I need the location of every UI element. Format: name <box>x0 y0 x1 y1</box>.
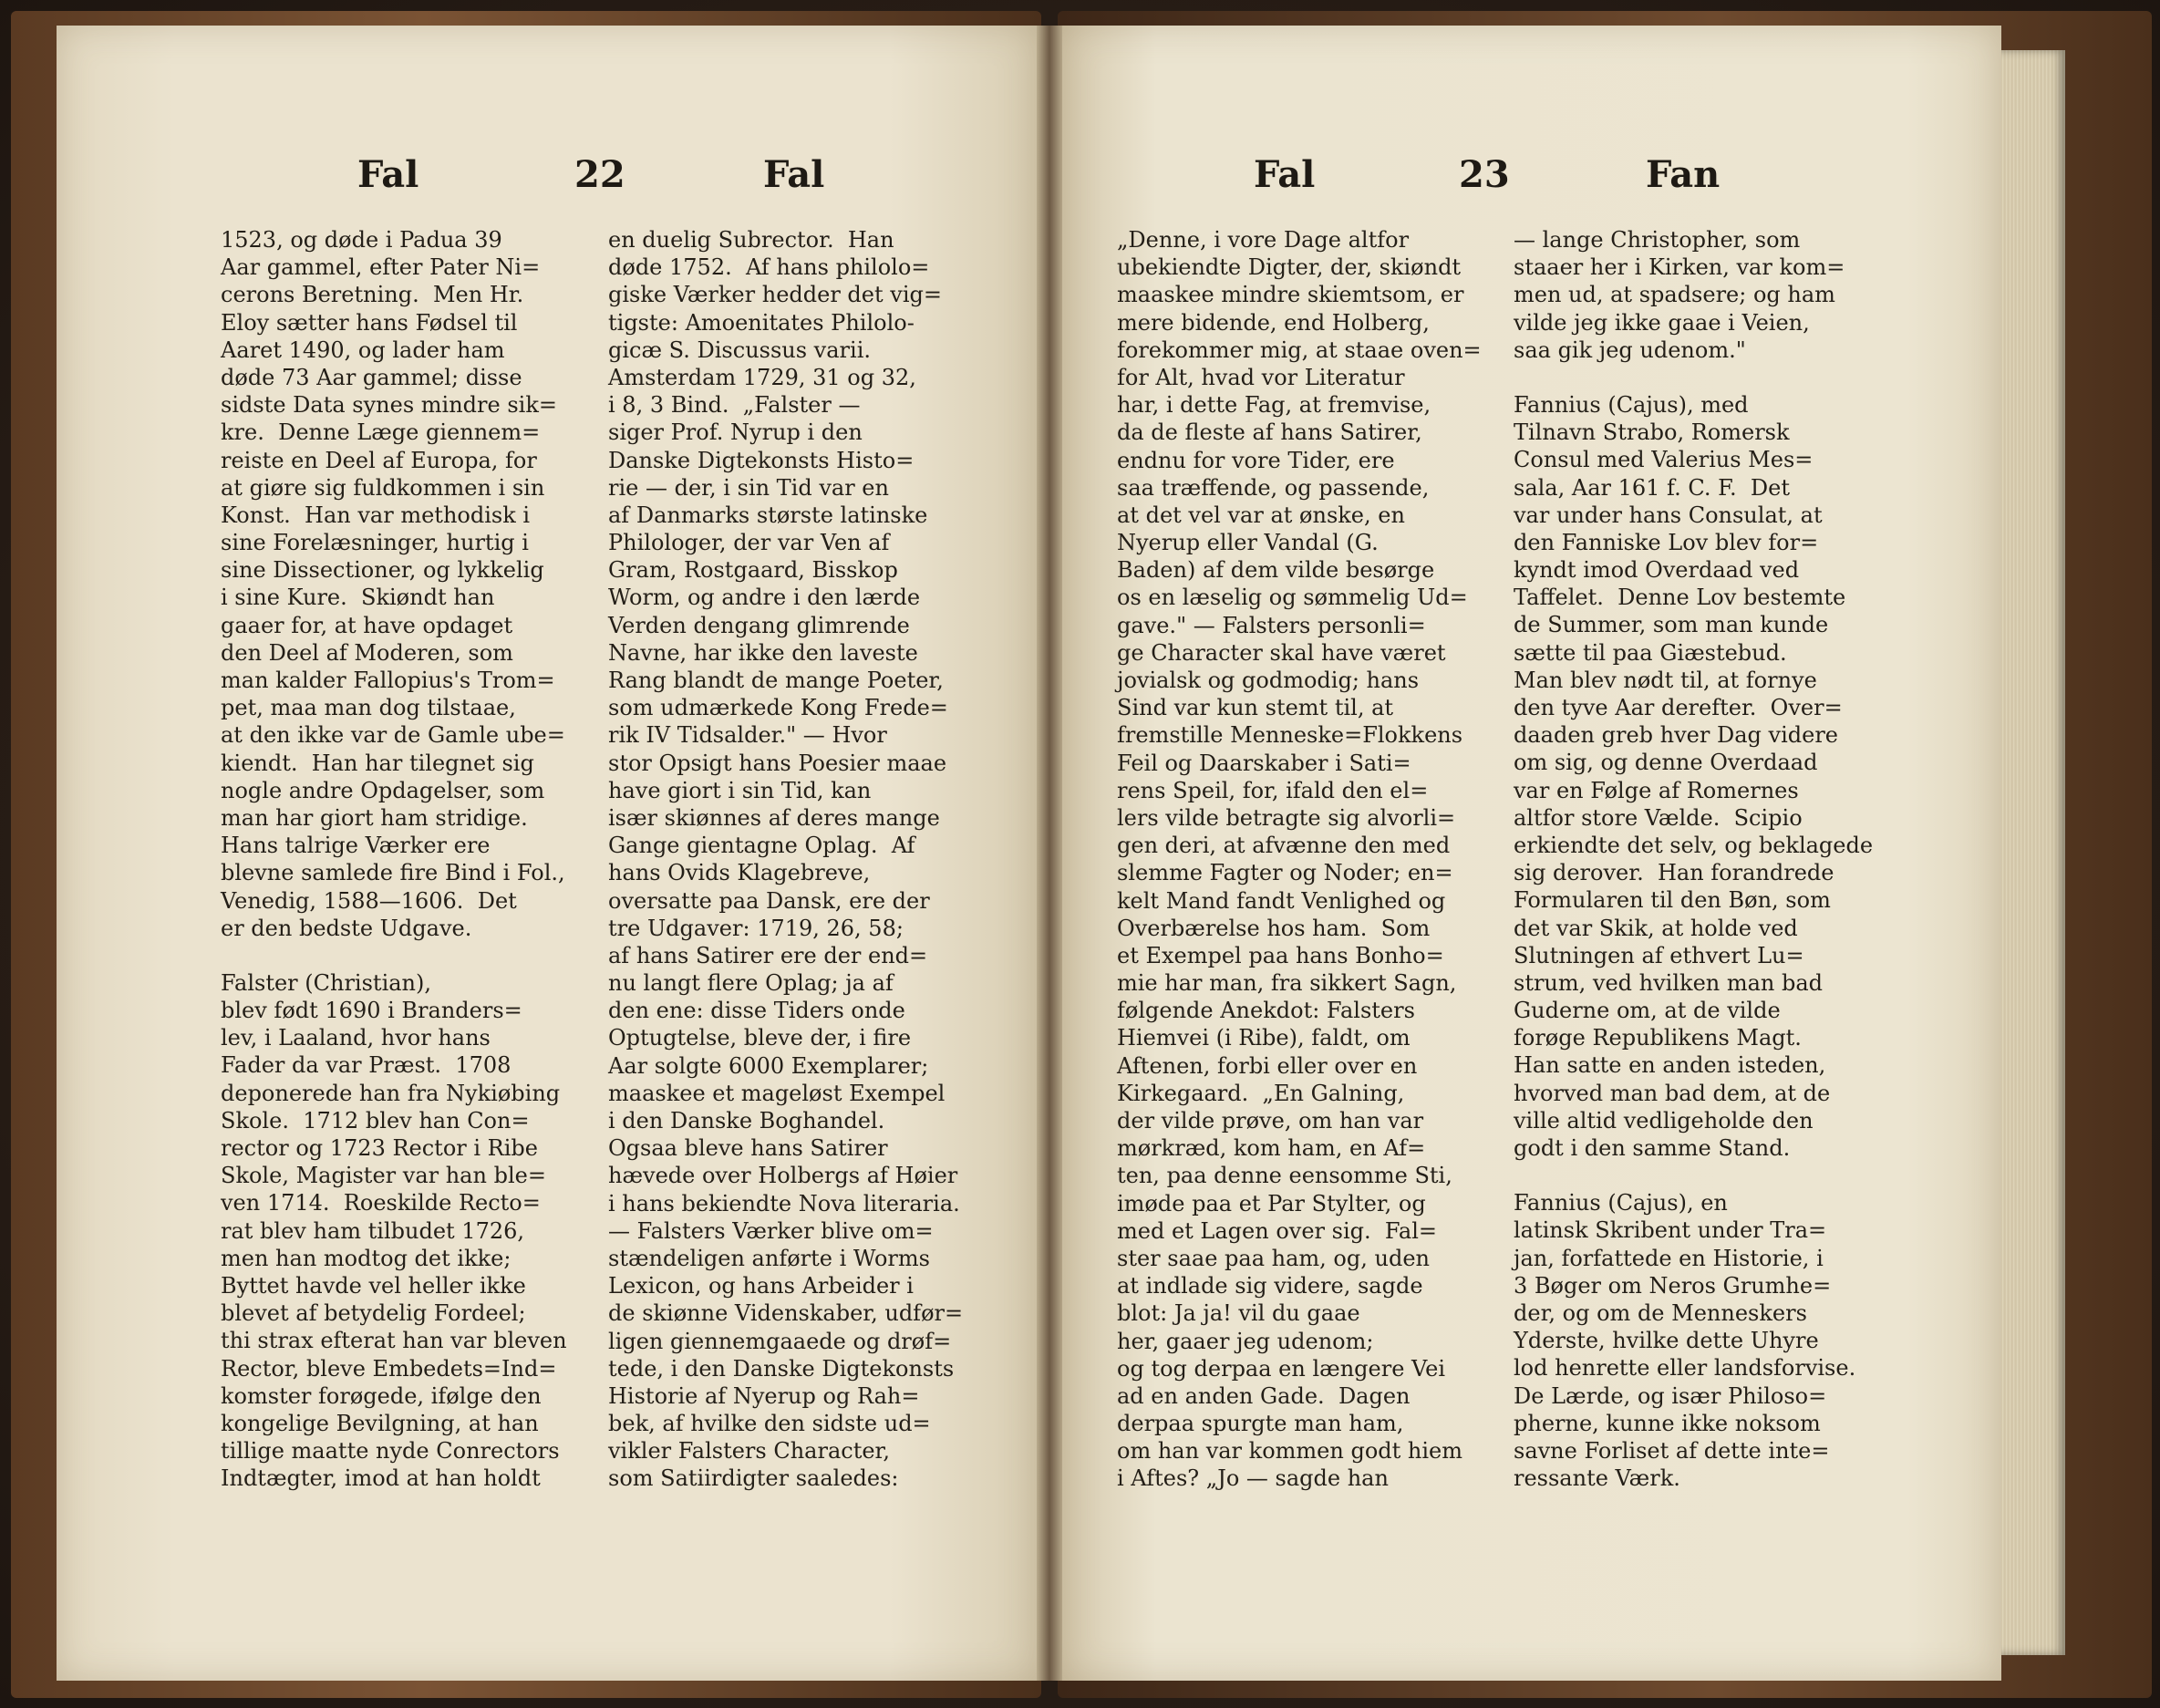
text-line: kongelige Bevilgning, at han <box>221 1410 539 1436</box>
text-line: mie har man, fra sikkert Sagn, <box>1117 970 1457 997</box>
text-line: Hans talrige Værker ere <box>221 833 491 859</box>
text-line: fremstille Menneske=Flokkens <box>1117 722 1463 749</box>
text-line: komster forøgede, ifølge den <box>221 1382 542 1409</box>
text-line: pherne, kunne ikke noksom <box>1514 1410 1821 1436</box>
text-line: Formularen til den Bøn, som <box>1514 887 1831 914</box>
text-line: de skiønne Videnskaber, udfør= <box>608 1300 964 1327</box>
text-line: Han satte en anden isteden, <box>1514 1052 1826 1079</box>
text-line: der, og om de Menneskers <box>1514 1299 1807 1326</box>
text-line: Amsterdam 1729, 31 og 32, <box>608 364 916 390</box>
text-line: Byttet havde vel heller ikke <box>221 1272 526 1299</box>
text-line: pet, maa man dog tilstaae, <box>221 695 516 721</box>
text-line: ligen giennemgaaede og drøf= <box>608 1328 952 1354</box>
text-line: Aaret 1490, og lader ham <box>221 336 505 363</box>
text-line: Yderste, hvilke dette Uhyre <box>1514 1328 1819 1354</box>
text-line: kyndt imod Overdaad ved <box>1514 557 1800 584</box>
text-line: siger Prof. Nyrup i den <box>608 419 863 446</box>
text-line: deponerede han fra Nykiøbing <box>221 1080 561 1106</box>
right-page-number: 23 <box>1459 153 1510 196</box>
text-line: at det vel var at ønske, en <box>1117 502 1405 528</box>
text-line: Navne, har ikke den laveste <box>608 639 918 666</box>
text-line: var under hans Consulat, at <box>1514 502 1823 528</box>
text-line: forøge Republikens Magt. <box>1514 1025 1802 1051</box>
text-line: os en læselig og sømmelig Ud= <box>1117 585 1468 611</box>
text-line: og tog derpaa en længere Vei <box>1117 1355 1446 1382</box>
text-line: forekommer mig, at staae oven= <box>1117 336 1482 363</box>
text-line: Guderne om, at de vilde <box>1514 998 1781 1024</box>
left-page <box>57 26 1037 1681</box>
text-line: i hans bekiendte Nova literaria. <box>608 1190 960 1216</box>
text-line: sine Forelæsninger, hurtig i <box>221 530 529 556</box>
text-line: — Falsters Værker blive om= <box>608 1217 934 1244</box>
text-line: De Lærde, og især Philoso= <box>1514 1382 1827 1409</box>
text-line: derpaa spurgte man ham, <box>1117 1411 1404 1437</box>
left-page-column-1 <box>221 226 604 1492</box>
text-line: — lange Christopher, som <box>1514 227 1801 253</box>
text-line: man kalder Fallopius's Trom= <box>221 668 555 693</box>
text-line: i sine Kure. Skiøndt han <box>221 585 495 611</box>
text-line: rik IV Tidsalder." — Hvor <box>608 722 887 749</box>
text-line: maaskee mindre skiemtsom, er <box>1117 282 1464 308</box>
text-line: Fader da var Præst. 1708 <box>221 1052 512 1079</box>
text-line: blot: Ja ja! vil du gaae <box>1117 1300 1360 1327</box>
left-page-number: 22 <box>574 153 625 196</box>
text-line: Optugtelse, bleve der, i fire <box>608 1025 912 1051</box>
text-line: Nyerup eller Vandal (G. <box>1117 530 1379 556</box>
text-line: den tyve Aar derefter. Over= <box>1514 695 1843 720</box>
right-page-column-2 <box>1514 226 1896 1492</box>
text-line: sætte til paa Giæstebud. <box>1514 639 1787 666</box>
text-line: 3 Bøger om Neros Grumhe= <box>1514 1272 1832 1299</box>
text-line: i Aftes? „Jo — sagde han <box>1117 1465 1389 1492</box>
paragraph-gap <box>221 942 604 969</box>
text-line: den Fanniske Lov blev for= <box>1514 529 1819 555</box>
text-line: Aar solgte 6000 Exemplarer; <box>608 1052 929 1079</box>
text-line: vikler Falsters Character, <box>608 1438 891 1465</box>
text-line: godt i den samme Stand. <box>1514 1135 1791 1161</box>
text-line: „Denne, i vore Dage altfor <box>1117 227 1410 253</box>
paragraph-gap <box>1514 364 1896 391</box>
text-line: sidste Data synes mindre sik= <box>221 392 557 419</box>
text-line: men han modtog det ikke; <box>221 1245 512 1271</box>
text-line: som udmærkede Kong Frede= <box>608 695 948 721</box>
text-line: jovialsk og godmodig; hans <box>1117 668 1420 693</box>
text-line: giske Værker hedder det vig= <box>608 282 942 308</box>
text-line: jan, forfattede en Historie, i <box>1514 1245 1824 1271</box>
text-line: gicæ S. Discussus varii. <box>608 336 871 363</box>
text-line: Baden) af dem vilde besørge <box>1117 557 1435 584</box>
text-line: tede, i den Danske Digtekonsts <box>608 1355 955 1382</box>
text-line: da de fleste af hans Satirer, <box>1117 419 1422 446</box>
text-line: ster saae paa ham, og, uden <box>1117 1245 1430 1271</box>
text-line: Slutningen af ethvert Lu= <box>1514 942 1804 968</box>
text-line: gen deri, at afvænne den med <box>1117 833 1451 859</box>
text-line: i den Danske Boghandel. <box>608 1108 885 1133</box>
text-line: vilde jeg ikke gaae i Veien, <box>1514 309 1810 336</box>
text-line: staaer her i Kirken, var kom= <box>1514 254 1845 281</box>
left-page-header <box>57 153 1037 217</box>
text-line: Fannius (Cajus), en <box>1514 1190 1728 1216</box>
text-line: at giøre sig fuldkommen i sin <box>221 474 545 501</box>
text-line: døde 73 Aar gammel; disse <box>221 364 522 390</box>
text-line: endnu for vore Tider, ere <box>1117 447 1395 473</box>
text-line: imøde paa et Par Stylter, og <box>1117 1190 1426 1216</box>
text-line: reiste en Deel af Europa, for <box>221 447 537 473</box>
text-line: hvorved man bad dem, at de <box>1514 1080 1831 1106</box>
text-line: at indlade sig videre, sagde <box>1117 1273 1423 1299</box>
text-line: sine Dissectioner, og lykkelig <box>221 557 544 584</box>
text-line: kiendt. Han har tilegnet sig <box>221 750 534 776</box>
text-line: er den bedste Udgave. <box>221 915 472 941</box>
page-block-edge <box>1992 50 2065 1655</box>
text-line: for Alt, hvad vor Literatur <box>1117 364 1405 390</box>
text-line: saa gik jeg udenom." <box>1514 336 1746 363</box>
right-page-header <box>1062 153 2001 217</box>
text-line: tigste: Amoenitates Philolo- <box>608 309 915 336</box>
text-line: Historie af Nyerup og Rah= <box>608 1382 920 1409</box>
text-line: Sind var kun stemt til, at <box>1117 695 1394 721</box>
text-line: Gram, Rostgaard, Bisskop <box>608 557 898 584</box>
book-gutter <box>1037 26 1062 1681</box>
text-line: en duelig Subrector. Han <box>608 227 894 253</box>
right-page-header-right-word: Fan <box>1646 153 1721 196</box>
text-line: blevne samlede fire Bind i Fol., <box>221 860 565 886</box>
text-line: rector og 1723 Rector i Ribe <box>221 1135 538 1161</box>
text-line: Ogsaa bleve hans Satirer <box>608 1135 888 1162</box>
text-line: sig derover. Han forandrede <box>1514 860 1834 886</box>
text-line: saa træffende, og passende, <box>1117 474 1430 501</box>
text-line: oversatte paa Dansk, ere der <box>608 887 930 914</box>
text-line: Hiemvei (i Ribe), faldt, om <box>1117 1025 1411 1051</box>
text-line: hans Ovids Klagebreve, <box>608 860 871 886</box>
text-line: Venedig, 1588—1606. Det <box>221 887 517 914</box>
text-line: ten, paa denne eensomme Sti, <box>1117 1163 1452 1189</box>
text-line: Indtægter, imod at han holdt <box>221 1465 541 1492</box>
text-line: blevet af betydelig Fordeel; <box>221 1300 526 1327</box>
text-line: Consul med Valerius Mes= <box>1514 447 1814 473</box>
text-line: ad en anden Gade. Dagen <box>1117 1382 1411 1409</box>
text-line: rie — der, i sin Tid var en <box>608 474 889 501</box>
text-line: erkiendte det selv, og beklagede <box>1514 832 1874 858</box>
text-line: hævede over Holbergs af Høier <box>608 1163 958 1189</box>
text-line: ressante Værk. <box>1514 1465 1680 1492</box>
text-line: Eloy sætter hans Fødsel til <box>221 309 518 336</box>
text-line: Philologer, der var Ven af <box>608 530 890 556</box>
text-line: Danske Digtekonsts Histo= <box>608 447 915 473</box>
text-line: lev, i Laaland, hvor hans <box>221 1025 491 1051</box>
right-page <box>1062 26 2001 1681</box>
text-line: Taffelet. Denne Lov bestemte <box>1514 585 1846 611</box>
text-line: især skiønnes af deres mange <box>608 804 940 831</box>
text-line: Gange gientagne Oplag. Af <box>608 833 915 859</box>
text-line: Worm, og andre i den lærde <box>608 585 921 611</box>
text-line: Rang blandt de mange Poeter, <box>608 668 944 693</box>
right-page-header-left-word: Fal <box>1254 153 1316 196</box>
text-line: Aftenen, forbi eller over en <box>1117 1052 1418 1079</box>
text-line: sala, Aar 161 f. C. F. Det <box>1514 474 1790 501</box>
text-line: tillige maatte nyde Conrectors <box>221 1438 560 1465</box>
text-line: maaskee et mageløst Exempel <box>608 1080 946 1106</box>
text-line: slemme Fagter og Noder; en= <box>1117 860 1453 886</box>
text-line: om han var kommen godt hiem <box>1117 1438 1462 1465</box>
text-line: Kirkegaard. „En Galning, <box>1117 1080 1405 1106</box>
text-line: gave." — Falsters personli= <box>1117 612 1426 638</box>
text-line: latinsk Skribent under Tra= <box>1514 1217 1827 1244</box>
text-line: bek, af hvilke den sidste ud= <box>608 1411 931 1437</box>
text-line: Verden dengang glimrende <box>608 612 910 638</box>
text-line: følgende Anekdot: Falsters <box>1117 998 1415 1024</box>
text-line: Skole, Magister var han ble= <box>221 1163 546 1189</box>
left-page-header-right-word: Fal <box>763 153 825 196</box>
text-line: rat blev ham tilbudet 1726, <box>221 1217 524 1244</box>
text-line: kre. Denne Læge giennem= <box>221 419 541 446</box>
text-line: thi strax efterat han var bleven <box>221 1328 567 1354</box>
text-line: cerons Beretning. Men Hr. <box>221 282 524 308</box>
text-line: den Deel af Moderen, som <box>221 639 513 666</box>
text-line: et Exempel paa hans Bonho= <box>1117 942 1444 968</box>
text-line: ville altid vedligeholde den <box>1514 1107 1814 1133</box>
text-line: daaden greb hver Dag videre <box>1514 722 1839 749</box>
text-line: at den ikke var de Gamle ube= <box>221 722 565 749</box>
text-line: med et Lagen over sig. Fal= <box>1117 1217 1437 1244</box>
text-line: Falster (Christian), <box>221 969 431 996</box>
text-line: lers vilde betragte sig alvorli= <box>1117 804 1456 831</box>
text-line: gaaer for, at have opdaget <box>221 612 513 638</box>
text-line: nu langt flere Oplag; ja af <box>608 970 894 997</box>
text-line: ubekiendte Digter, der, skiøndt <box>1117 254 1462 281</box>
text-line: af hans Satirer ere der end= <box>608 942 928 968</box>
text-line: ven 1714. Roeskilde Recto= <box>221 1190 541 1216</box>
text-line: i 8, 3 Bind. „Falster — <box>608 392 861 419</box>
text-line: Rector, bleve Embedets=Ind= <box>221 1355 557 1382</box>
text-line: lod henrette eller landsforvise. <box>1514 1355 1856 1382</box>
left-page-header-left-word: Fal <box>357 153 419 196</box>
text-line: altfor store Vælde. Scipio <box>1514 804 1803 831</box>
text-line: savne Forliset af dette inte= <box>1514 1437 1830 1464</box>
text-line: Tilnavn Strabo, Romersk <box>1514 419 1790 446</box>
text-line: det var Skik, at holde ved <box>1514 915 1798 941</box>
text-line: man har giort ham stridige. <box>221 804 528 831</box>
text-line: om sig, og denne Overdaad <box>1514 750 1818 776</box>
text-line: Feil og Daarskaber i Sati= <box>1117 750 1411 776</box>
left-page-column-2 <box>608 226 1000 1493</box>
text-line: Konst. Han var methodisk i <box>221 502 531 528</box>
text-line: men ud, at spadsere; og ham <box>1514 282 1835 308</box>
text-line: Overbærelse hos ham. Som <box>1117 915 1431 941</box>
paragraph-gap <box>1514 1162 1896 1189</box>
text-line: nogle andre Opdagelser, som <box>221 777 545 803</box>
text-line: af Danmarks største latinske <box>608 502 928 528</box>
text-line: har, i dette Fag, at fremvise, <box>1117 392 1431 419</box>
text-line: Lexicon, og hans Arbeider i <box>608 1273 914 1299</box>
text-line: have giort i sin Tid, kan <box>608 777 872 803</box>
text-line: den ene: disse Tiders onde <box>608 998 905 1024</box>
text-line: kelt Mand fandt Venlighed og <box>1117 887 1446 914</box>
text-line: ge Character skal have været <box>1117 639 1446 666</box>
text-line: mere bidende, end Holberg, <box>1117 309 1430 336</box>
text-line: de Summer, som man kunde <box>1514 612 1829 638</box>
text-line: stændeligen anførte i Worms <box>608 1245 930 1271</box>
text-line: blev født 1690 i Branders= <box>221 998 522 1024</box>
text-line: stor Opsigt hans Poesier maae <box>608 750 947 776</box>
text-line: her, gaaer jeg udenom; <box>1117 1328 1374 1354</box>
text-line: døde 1752. Af hans philolo= <box>608 254 930 281</box>
text-line: Skole. 1712 blev han Con= <box>221 1107 530 1133</box>
text-line: rens Speil, for, ifald den el= <box>1117 777 1429 803</box>
text-line: strum, ved hvilken man bad <box>1514 969 1824 996</box>
text-line: 1523, og døde i Padua 39 <box>221 227 502 253</box>
text-line: som Satiirdigter saaledes: <box>608 1465 899 1492</box>
text-line: mørkræd, kom ham, en Af= <box>1117 1135 1426 1162</box>
text-line: Fannius (Cajus), med <box>1514 391 1749 418</box>
text-line: tre Udgaver: 1719, 26, 58; <box>608 915 904 941</box>
text-line: Man blev nødt til, at fornye <box>1514 667 1817 693</box>
right-page-column-1 <box>1117 226 1500 1493</box>
text-line: Aar gammel, efter Pater Ni= <box>221 254 541 281</box>
text-line: var en Følge af Romernes <box>1514 777 1799 803</box>
text-line: der vilde prøve, om han var <box>1117 1108 1424 1133</box>
